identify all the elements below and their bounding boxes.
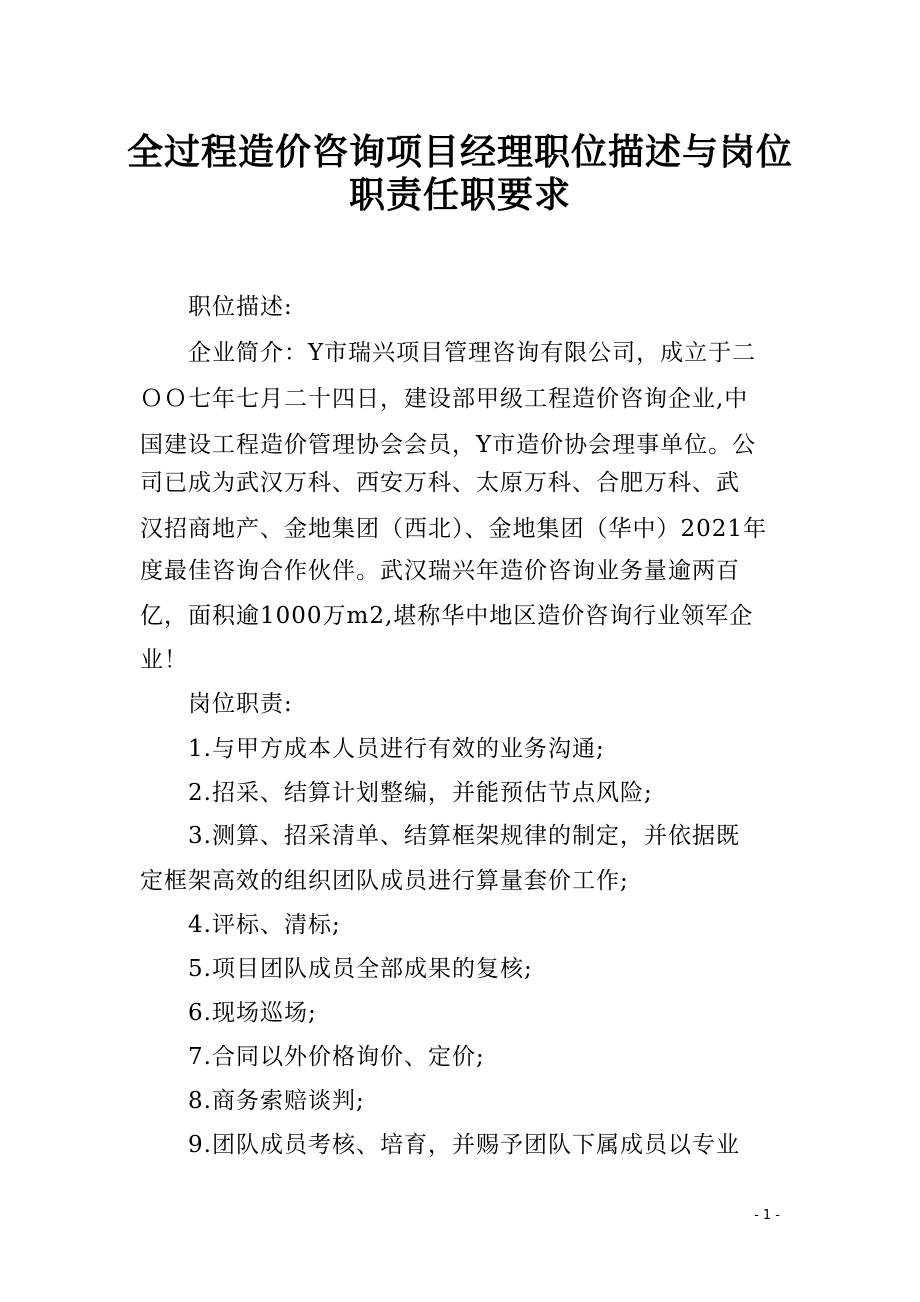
- paragraph-line: 亿，面积逾1000万m2,堪称华中地区造价咨询行业领军企: [140, 603, 754, 629]
- paragraph-line: 司已成为武汉万科、西安万科、太原万科、合肥万科、武: [140, 470, 740, 496]
- list-item: 6.现场巡场;: [188, 1000, 317, 1026]
- page-number: - 1 -: [754, 1208, 780, 1223]
- section-heading-job-description: 职位描述:: [188, 294, 293, 320]
- paragraph-line: ＯＯ七年七月二十四日，建设部甲级工程造价咨询企业,中: [140, 386, 749, 412]
- paragraph-line: 企业简介：Y市瑞兴项目管理咨询有限公司，成立于二: [188, 340, 757, 366]
- list-item-continuation: 定框架高效的组织团队成员进行算量套价工作;: [140, 868, 629, 894]
- list-item: 5.项目团队成员全部成果的复核;: [188, 956, 533, 982]
- list-item: 1.与甲方成本人员进行有效的业务沟通;: [188, 736, 605, 762]
- paragraph-line: 汉招商地产、金地集团（西北）、金地集团（华中）2021年: [140, 516, 768, 542]
- list-item: 8.商务索赔谈判;: [188, 1088, 365, 1114]
- paragraph-line: 国建设工程造价管理协会会员，Y市造价协会理事单位。公: [140, 432, 757, 458]
- list-item: 3.测算、招采清单、结算框架规律的制定，并依据既: [188, 823, 740, 849]
- document-title-line-2: 职责任职要求: [348, 174, 571, 216]
- list-item: 7.合同以外价格询价、定价;: [188, 1044, 485, 1070]
- list-item: 4.评标、清标;: [188, 912, 341, 938]
- paragraph-line: 业！: [140, 647, 188, 673]
- paragraph-line: 度最佳咨询合作伙伴。武汉瑞兴年造价咨询业务量逾两百: [140, 558, 740, 584]
- list-item: 9.团队成员考核、培育，并赐予团队下属成员以专业: [188, 1132, 740, 1158]
- list-item: 2.招采、结算计划整编，并能预估节点风险;: [188, 780, 653, 806]
- section-heading-responsibilities: 岗位职责:: [188, 691, 293, 717]
- document-title-line-1: 全过程造价咨询项目经理职位描述与岗位: [126, 131, 793, 173]
